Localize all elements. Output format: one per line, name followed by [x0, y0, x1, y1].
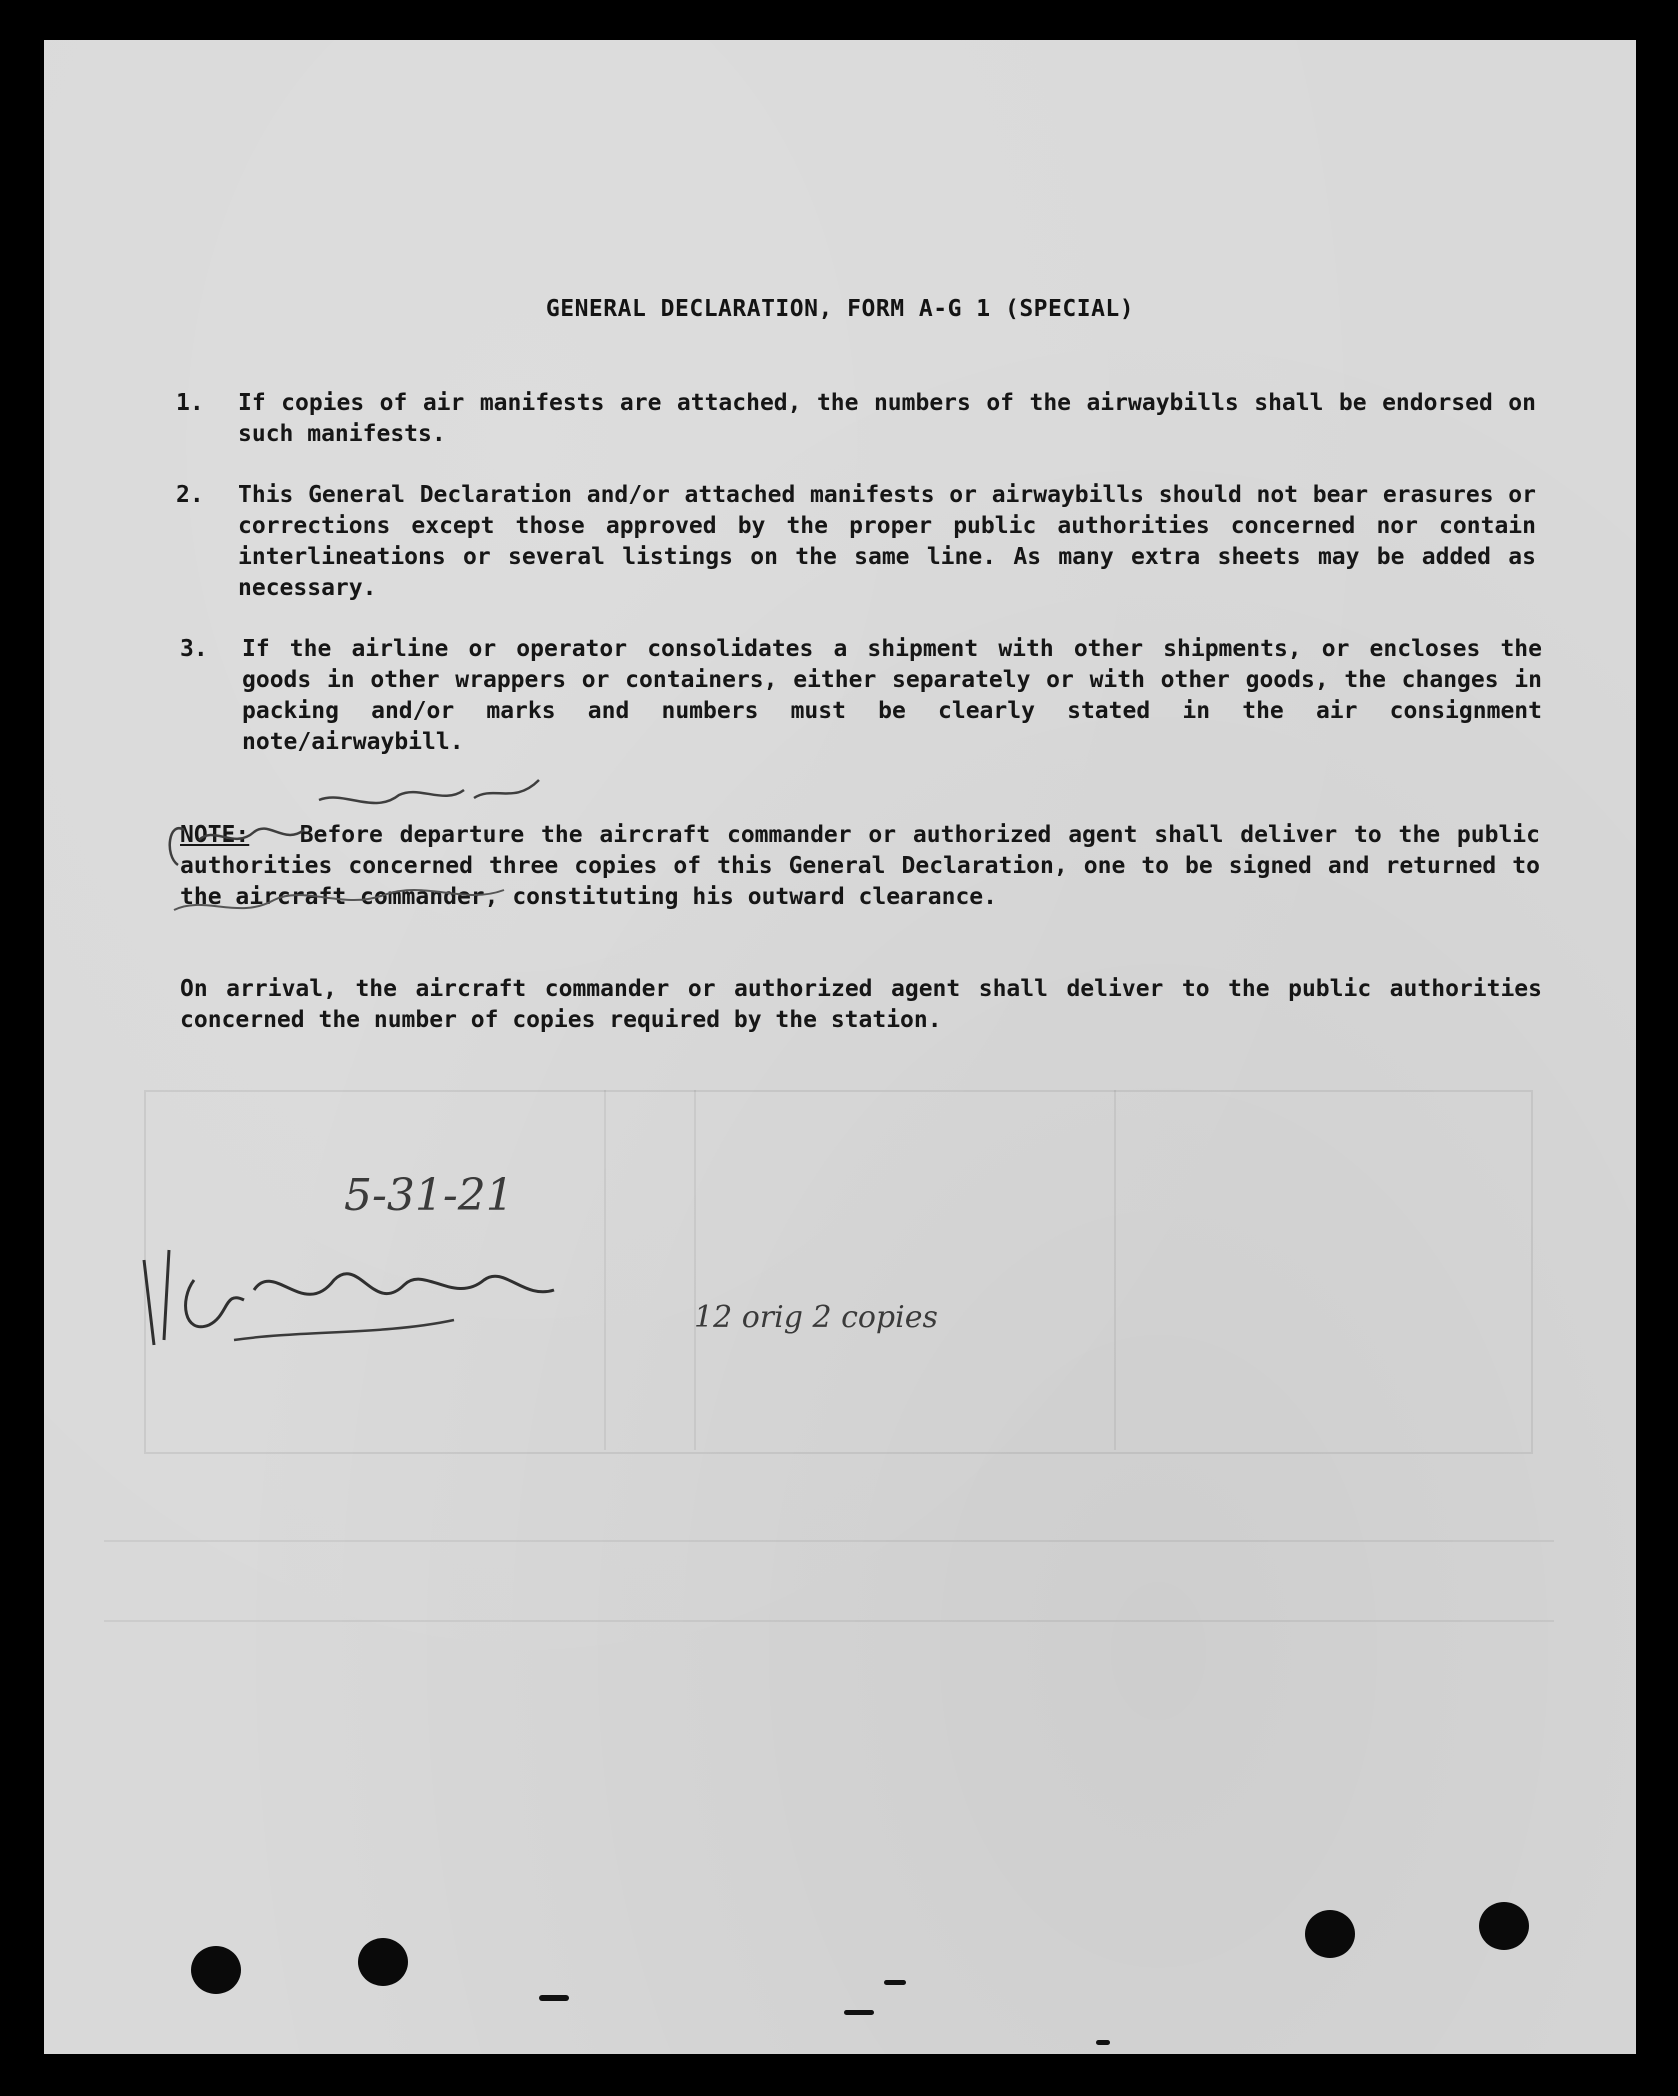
item-number: 2.	[176, 482, 204, 508]
instruction-item-1	[176, 388, 1536, 450]
item-number: 3.	[180, 636, 208, 662]
arrival-paragraph: On arrival, the aircraft commander or authorized agent shall deliver to the public authorities concerned the number of copies required by the station.	[180, 976, 1542, 1033]
declaration-title: GENERAL DECLARATION, FORM A-G 1 (SPECIAL)	[545, 296, 1135, 322]
bleed-through-line	[104, 1540, 1554, 1542]
punch-hole	[1305, 1910, 1355, 1958]
ink-speck	[844, 2010, 874, 2015]
instruction-item-2	[176, 480, 1536, 604]
bleed-through-line	[104, 1620, 1554, 1622]
handwritten-date: 5-31-21	[344, 1170, 514, 1221]
item-number: 1.	[176, 390, 204, 416]
handwritten-signature	[124, 1220, 604, 1360]
ink-speck	[884, 1980, 906, 1985]
item-text: This General Declaration and/or attached manifests or airwaybills should not bear erasures or corrections except those approved by the proper public authorities concerned nor contain interlineations or several listings on the same line. As many extra sheets may be added as necessary.	[238, 482, 1536, 601]
bleed-through-line	[604, 1090, 606, 1450]
ink-speck	[1096, 2040, 1110, 2045]
note-label: NOTE:	[180, 822, 250, 848]
item-text: If copies of air manifests are attached, the numbers of the airwaybills shall be endorsed on such manifests.	[238, 390, 1536, 447]
document-page	[44, 40, 1636, 2054]
item-text: If the airline or operator consolidates a shipment with other shipments, or encloses the goods in other wrappers or containers, either separately or with other goods, the changes in packing and/or marks and numbers must be clearly stated in the air consignment note/airwaybill.	[242, 636, 1542, 755]
handwritten-copies-note: 12 orig 2 copies	[694, 1300, 938, 1335]
punch-hole	[358, 1938, 408, 1986]
instruction-item-3	[180, 634, 1542, 758]
note-text: Before departure the aircraft commander or authorized agent shall deliver to the public authorities concerned three copies of this General Declaration, one to be signed and returned to the aircraft commander, constituting his outward clearance.	[180, 822, 1540, 910]
ink-speck	[539, 1995, 569, 2001]
punch-hole	[191, 1946, 241, 1994]
handwritten-scribble-note	[144, 760, 664, 920]
bleed-through-line	[1114, 1090, 1116, 1450]
punch-hole	[1479, 1902, 1529, 1950]
bleed-through-line	[694, 1090, 696, 1450]
